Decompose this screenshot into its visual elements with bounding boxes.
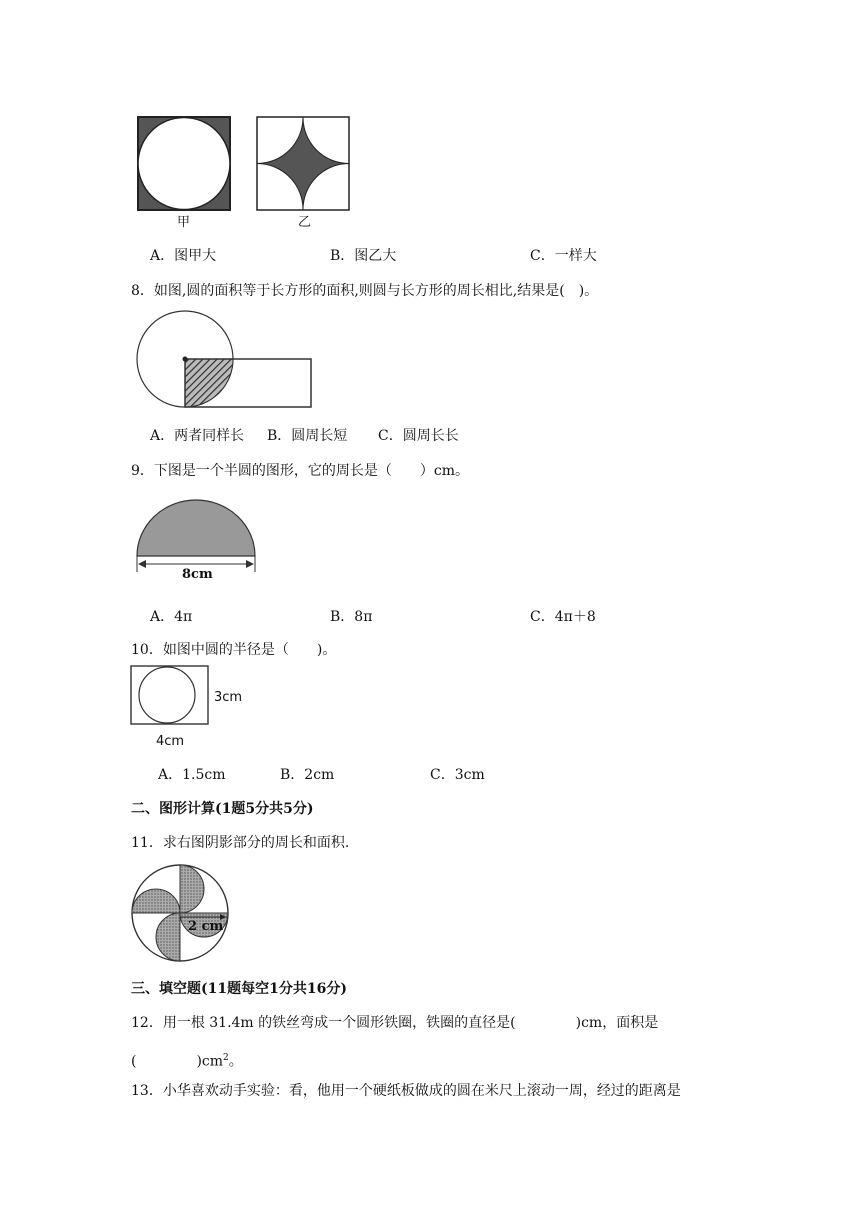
- q7-option-a: A．图甲大: [150, 248, 217, 264]
- q12-text-e: 。: [228, 1053, 243, 1070]
- q12-text-c: (: [131, 1053, 137, 1070]
- q12-line-1: [131, 1013, 658, 1033]
- figure-jia-label: 甲: [177, 215, 191, 230]
- q7-option-c: C．一样大: [530, 248, 597, 264]
- q13-stem: 13．小华喜欢动手实验：看，他用一个硬纸板做成的圆在米尺上滚动一周，经过的距离是: [131, 1083, 681, 1099]
- q9-stem: 9．下图是一个半圆的图形，它的周长是（ ）cm。: [131, 463, 470, 479]
- figure-yi: [256, 116, 350, 212]
- figure-circle-rectangle: [138, 310, 314, 412]
- q12-unit-exponent: 2: [223, 1053, 229, 1063]
- q7-option-b: B．图乙大: [330, 248, 397, 264]
- q12-text-a: 12．用一根 31.4m 的铁丝弯成一个圆形铁圈，铁圈的直径是(: [131, 1015, 516, 1031]
- figure-circle-in-rectangle: [130, 665, 210, 727]
- q8-stem: 8．如图,圆的面积等于长方形的面积,则圆与长方形的周长相比,结果是( )。: [131, 283, 599, 299]
- figure-jia: [137, 116, 231, 212]
- q9-figure-label: 8cm: [182, 567, 213, 582]
- figure-pinwheel: [130, 863, 232, 963]
- q10-bottom-label: 4cm: [156, 734, 185, 749]
- q10-side-label: 3cm: [214, 690, 243, 705]
- q9-option-c: C．4π＋8: [530, 609, 596, 625]
- q11-stem: 11．求右图阴影部分的周长和面积.: [131, 835, 350, 851]
- q12-text-d: )cm: [196, 1053, 224, 1070]
- q9-option-a: A．4π: [150, 609, 193, 625]
- figure-yi-label: 乙: [298, 215, 312, 230]
- q8-option-c: C．圆周长长: [378, 428, 459, 444]
- q10-option-b: B．2cm: [280, 767, 335, 783]
- section-3-heading: 三、填空题(11题每空1分共16分): [131, 981, 347, 997]
- q11-figure-label: 2 cm: [188, 919, 224, 934]
- q12-text-b: )cm，面积是: [575, 1015, 659, 1031]
- q9-option-b: B．8π: [330, 609, 373, 625]
- section-2-heading: 二、图形计算(1题5分共5分): [131, 801, 314, 817]
- q10-option-a: A．1.5cm: [158, 767, 226, 783]
- q10-option-c: C．3cm: [430, 767, 485, 783]
- q10-stem: 10．如图中圆的半径是（ )。: [131, 642, 337, 658]
- q8-option-a: A．两者同样长: [150, 428, 245, 444]
- q8-option-b: B．圆周长短: [267, 428, 348, 444]
- q12-line-2: [131, 1048, 243, 1072]
